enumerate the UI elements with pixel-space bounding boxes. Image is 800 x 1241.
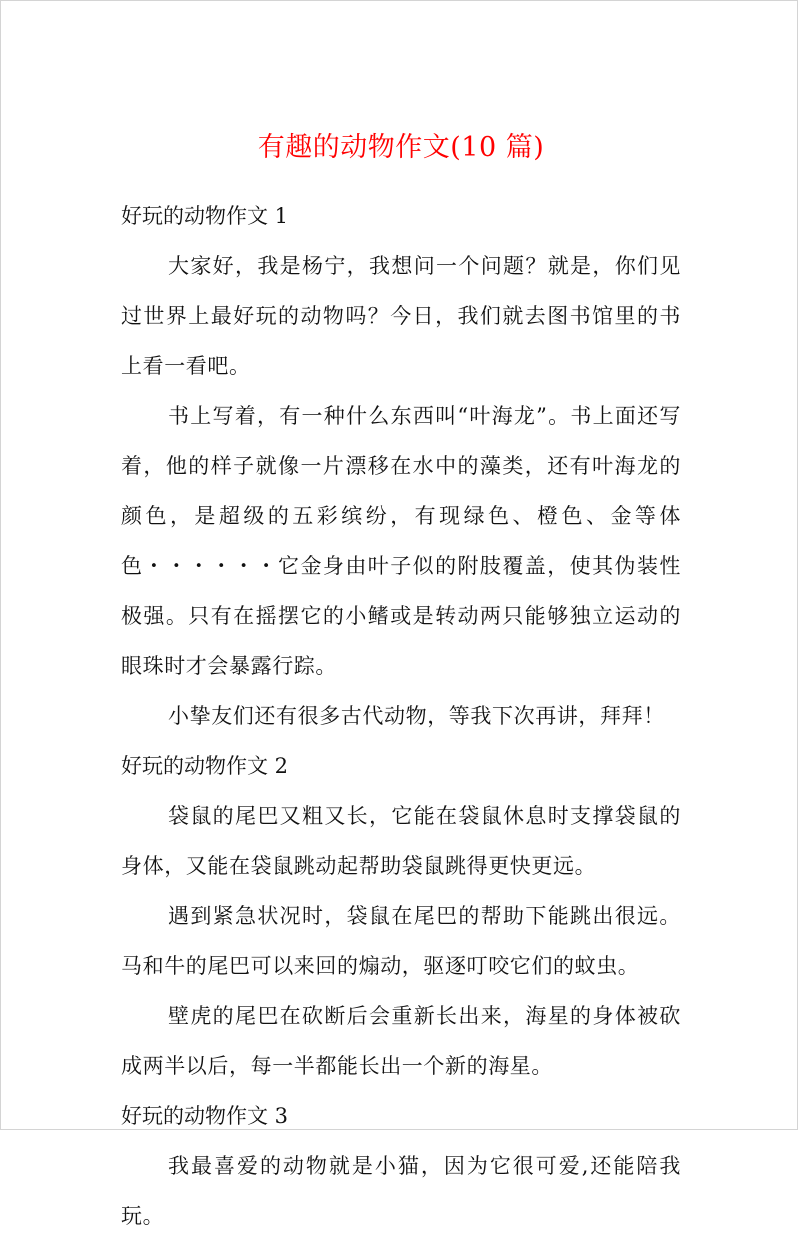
- document-body: [121, 191, 681, 1241]
- paragraph: 大家好，我是杨宁，我想问一个问题？就是，你们见过世界上最好玩的动物吗？今日，我们就去图书馆里的书上看一看吧。: [121, 254, 681, 378]
- paragraph: 小挚友们还有很多古代动物，等我下次再讲，拜拜！: [168, 704, 665, 728]
- paragraph: 壁虎的尾巴在砍断后会重新长出来，海星的身体被砍成两半以后，每一半都能长出一个新的海星。: [121, 1004, 681, 1078]
- paragraph: 袋鼠的尾巴又粗又长，它能在袋鼠休息时支撑袋鼠的身体，又能在袋鼠跳动起帮助袋鼠跳得更快更远。: [121, 804, 681, 878]
- section-heading: 好玩的动物作文 3: [121, 1104, 289, 1128]
- essay-section: [121, 191, 681, 741]
- document-title: 有趣的动物作文(10 篇): [257, 132, 545, 163]
- paragraph: 我最喜爱的动物就是小猫，因为它很可爱,还能陪我玩。: [121, 1154, 681, 1228]
- essay-section: [121, 741, 681, 1091]
- essay-section: [121, 1091, 681, 1241]
- section-heading: 好玩的动物作文 2: [121, 754, 289, 778]
- paragraph: 遇到紧急状况时，袋鼠在尾巴的帮助下能跳出很远。马和牛的尾巴可以来回的煽动，驱逐叮咬它们的蚊虫。: [121, 904, 681, 978]
- section-heading: 好玩的动物作文 1: [121, 204, 289, 228]
- paragraph: 书上写着，有一种什么东西叫“叶海龙”。书上面还写着，他的样子就像一片漂移在水中的藻类，还有叶海龙的颜色，是超级的五彩缤纷，有现绿色、橙色、金等体色・・・・・・它金身由叶子似的附肢覆盖，使其伪装性极强。只有在摇摆它的小鳍或是转动两只能够独立运动的眼珠时才会暴露行踪。: [121, 404, 681, 678]
